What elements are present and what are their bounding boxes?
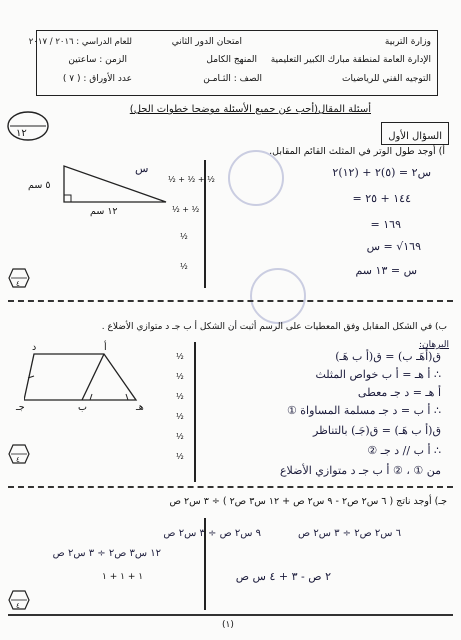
vertex-b-label: ب	[78, 402, 87, 413]
parallelogram-figure	[24, 348, 154, 408]
pages-label: عدد الأوراق : ( ٧ )	[62, 74, 132, 84]
q1-solution-line: ١٦٩√ = س	[366, 240, 421, 253]
qc-marks: ١ + ١ + ١	[102, 572, 144, 582]
section-title: أسئلة المقال(أجب عن جميع الأسئلة موضحا خطوات الحل)	[129, 104, 371, 115]
mark-box-value: ٤	[16, 602, 20, 610]
proof-line: أ هـ = د جـ معطى	[357, 386, 441, 399]
stamp-seal	[228, 150, 284, 206]
mark-box-value: ٤	[16, 280, 20, 288]
q1-solution-line: س٢ = (٥)٢ + (١٢)٢	[332, 166, 431, 179]
vertex-h-label: هـ	[136, 402, 144, 413]
qb-mark: ½	[176, 432, 184, 441]
proof-line: ق(أ ب هَـ) = ق(جَـ) بالتناظر	[313, 424, 441, 437]
qc-answer: ٢ ص - ٣ + ٤ س ص	[235, 570, 331, 583]
q1-mark: ½ + ½ + ½	[168, 175, 215, 184]
footer-rule	[8, 614, 453, 616]
guidance-label: التوجيه الفني للرياضيات	[342, 74, 431, 84]
score-oval	[6, 110, 50, 142]
q1-mark: ½	[180, 262, 188, 271]
section-divider	[8, 300, 453, 302]
proof-line: ق(أهَـ ب) = ق(أ ب هَـ)	[335, 350, 441, 363]
curriculum-label: المنهج الكامل	[206, 55, 257, 65]
q1-solution-line: ١٦٩ =	[370, 218, 401, 231]
vertex-d-label: د	[32, 342, 37, 353]
proof-line: ∴ أ ب // د جـ ②	[367, 444, 441, 457]
year-label: للعام الدراسي : ٢٠١٦ / ٢٠١٧	[28, 37, 132, 47]
qb-mark: ½	[176, 372, 184, 381]
proof-line: من ① ، ② أ ب جـ د متوازي الأضلاع	[279, 464, 441, 477]
proof-line: ∴ أ ب = د جـ مسلمة المساواة ①	[286, 404, 441, 417]
question-c-text: جـ) أوجد ناتج ( ٦ س٢ ص٢ - ٩ س٢ ص + ١٢ س٣ ص٢ ) ÷ ٣ س٢ ص	[169, 496, 447, 507]
q1-mark: ½	[180, 232, 188, 241]
qc-working: ٩ س٢ ص ÷ ٣ س٢ ص	[163, 528, 261, 539]
q1-solution-line: ١٤٤ + ٢٥ =	[352, 192, 411, 205]
ministry-label: وزارة التربية	[384, 37, 431, 47]
triangle-hyp-label: س	[135, 162, 149, 175]
marks-divider	[204, 518, 206, 610]
vertex-c-label: جـ	[16, 402, 25, 413]
question1-title: السؤال الأول	[388, 131, 442, 142]
qb-mark: ½	[176, 452, 184, 461]
qc-working: ٦ س٢ ص٢ ÷ ٣ س٢ ص	[298, 528, 401, 539]
marks-divider	[194, 342, 196, 482]
stamp-seal	[250, 268, 306, 324]
qb-mark: ½	[176, 392, 184, 401]
triangle-side-label: ٥ سم	[28, 180, 51, 191]
vertex-a-label: أ	[104, 342, 107, 353]
qc-working: ١٢ س٣ ص٢ ÷ ٣ س٢ ص	[52, 548, 161, 559]
mark-box-value: ٤	[16, 456, 20, 464]
grade-label: الصف : الثـامـن	[203, 74, 262, 84]
right-triangle-figure	[54, 160, 174, 210]
score-value: ١٢	[16, 128, 27, 139]
page-number: (١)	[222, 620, 234, 630]
qb-mark: ½	[176, 412, 184, 421]
time-label: الزمن : ساعتين	[68, 55, 127, 65]
proof-label: البرهان:	[418, 340, 449, 350]
question1-title-box	[381, 122, 449, 145]
exam-header	[28, 30, 438, 96]
question-b-text: ب) في الشكل المقابل وفق المعطيات على الرسم أثبت أن الشكل أ ب جـ د متوازي الأضلاع .	[101, 322, 447, 332]
directorate-label: الإدارة العامة لمنطقة مبارك الكبير التعليمية	[270, 55, 431, 65]
triangle-base-label: ١٢ سم	[90, 206, 118, 217]
qb-mark: ½	[176, 352, 184, 361]
question1-part-a: أ) أوجد طول الوتر في المثلث القائم المقابل.	[269, 146, 445, 157]
q1-solution-line: س = ١٣ سم	[355, 264, 417, 277]
section-divider	[8, 486, 453, 488]
q1-mark: ½ + ½	[172, 205, 200, 214]
exam-label: امتحان الدور الثاني	[171, 37, 242, 47]
proof-line: ∴ أ هـ = أ ب خواص المثلث	[315, 368, 441, 381]
